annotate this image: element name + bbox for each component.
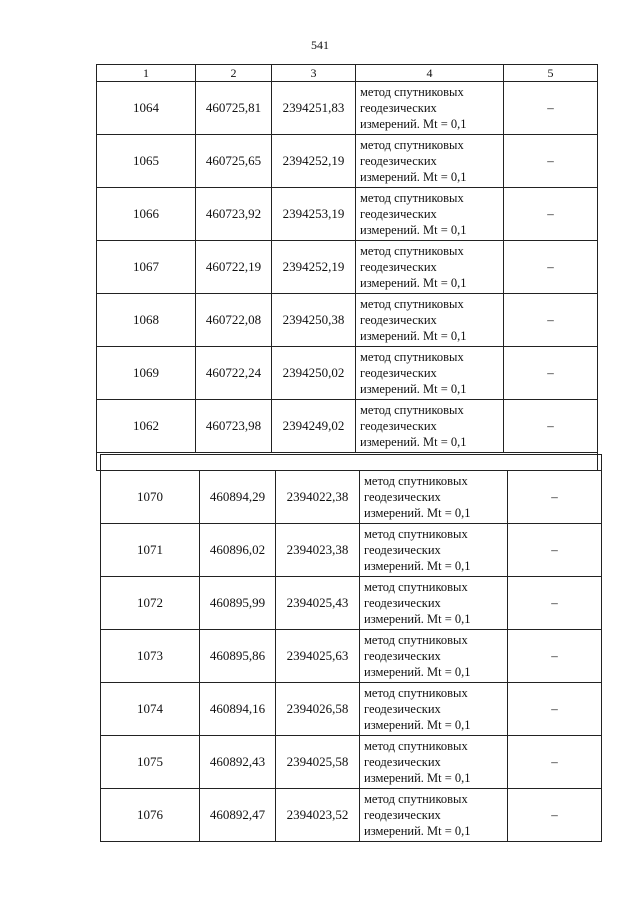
x-coordinate-cell: 460722,19 xyxy=(196,241,272,294)
method-cell xyxy=(356,82,504,135)
note-cell: – xyxy=(508,471,602,524)
point-number-cell: 1072 xyxy=(101,577,200,630)
method-line: измерений. Mt = 0,1 xyxy=(364,612,471,626)
coordinates-table-top xyxy=(96,64,598,471)
method-line: измерений. Mt = 0,1 xyxy=(364,771,471,785)
x-coordinate-cell: 460892,43 xyxy=(200,736,276,789)
table-row xyxy=(97,188,598,241)
x-coordinate-cell: 460894,16 xyxy=(200,683,276,736)
method-line: геодезических xyxy=(364,596,441,610)
method-line: метод спутниковых xyxy=(364,527,468,541)
page-number: 541 xyxy=(311,38,329,52)
point-number-cell: 1062 xyxy=(97,400,196,453)
x-coordinate-cell: 460895,99 xyxy=(200,577,276,630)
method-line: геодезических xyxy=(360,313,437,327)
note-cell: – xyxy=(508,789,602,842)
column-header: 1 xyxy=(97,65,196,82)
x-coordinate-cell: 460722,24 xyxy=(196,347,272,400)
point-number-cell: 1065 xyxy=(97,135,196,188)
method-cell xyxy=(360,524,508,577)
note-cell: – xyxy=(508,577,602,630)
method-line: метод спутниковых xyxy=(364,792,468,806)
note-cell: – xyxy=(508,736,602,789)
y-coordinate-cell: 2394022,38 xyxy=(276,471,360,524)
method-line: метод спутниковых xyxy=(360,350,464,364)
x-coordinate-cell: 460722,08 xyxy=(196,294,272,347)
table-row xyxy=(97,294,598,347)
y-coordinate-cell: 2394025,43 xyxy=(276,577,360,630)
method-cell xyxy=(360,683,508,736)
y-coordinate-cell: 2394025,63 xyxy=(276,630,360,683)
x-coordinate-cell: 460723,92 xyxy=(196,188,272,241)
y-coordinate-cell: 2394251,83 xyxy=(272,82,356,135)
method-line: геодезических xyxy=(360,154,437,168)
y-coordinate-cell: 2394250,02 xyxy=(272,347,356,400)
point-number-cell: 1071 xyxy=(101,524,200,577)
note-cell: – xyxy=(508,630,602,683)
method-line: метод спутниковых xyxy=(360,191,464,205)
column-header: 2 xyxy=(196,65,272,82)
method-cell xyxy=(360,630,508,683)
note-cell: – xyxy=(504,82,598,135)
method-line: геодезических xyxy=(360,207,437,221)
table-row xyxy=(97,82,598,135)
method-cell xyxy=(356,294,504,347)
point-number-cell: 1074 xyxy=(101,683,200,736)
method-line: геодезических xyxy=(360,101,437,115)
method-line: измерений. Mt = 0,1 xyxy=(360,435,467,449)
y-coordinate-cell: 2394025,58 xyxy=(276,736,360,789)
method-line: метод спутниковых xyxy=(360,138,464,152)
method-line: измерений. Mt = 0,1 xyxy=(360,223,467,237)
point-number-cell: 1073 xyxy=(101,630,200,683)
method-line: геодезических xyxy=(364,543,441,557)
point-number-cell: 1075 xyxy=(101,736,200,789)
table-row xyxy=(101,471,602,524)
y-coordinate-cell: 2394250,38 xyxy=(272,294,356,347)
method-line: метод спутниковых xyxy=(364,686,468,700)
note-cell: – xyxy=(504,400,598,453)
method-line: измерений. Mt = 0,1 xyxy=(364,718,471,732)
note-cell: – xyxy=(504,188,598,241)
point-number-cell: 1076 xyxy=(101,789,200,842)
x-coordinate-cell: 460892,47 xyxy=(200,789,276,842)
table-row xyxy=(97,135,598,188)
method-cell xyxy=(356,400,504,453)
spacer-row xyxy=(101,455,602,471)
method-line: измерений. Mt = 0,1 xyxy=(364,665,471,679)
y-coordinate-cell: 2394252,19 xyxy=(272,241,356,294)
note-cell: – xyxy=(508,683,602,736)
method-line: геодезических xyxy=(360,366,437,380)
column-header: 5 xyxy=(504,65,598,82)
method-line: геодезических xyxy=(364,755,441,769)
method-line: геодезических xyxy=(364,649,441,663)
y-coordinate-cell: 2394253,19 xyxy=(272,188,356,241)
table-row xyxy=(101,736,602,789)
method-line: геодезических xyxy=(360,260,437,274)
table-row xyxy=(101,630,602,683)
method-line: измерений. Mt = 0,1 xyxy=(364,824,471,838)
y-coordinate-cell: 2394023,38 xyxy=(276,524,360,577)
column-header: 3 xyxy=(272,65,356,82)
method-cell xyxy=(356,188,504,241)
method-cell xyxy=(356,135,504,188)
method-line: метод спутниковых xyxy=(364,580,468,594)
point-number-cell: 1068 xyxy=(97,294,196,347)
note-cell: – xyxy=(508,524,602,577)
method-line: метод спутниковых xyxy=(360,403,464,417)
table-row xyxy=(101,789,602,842)
method-line: метод спутниковых xyxy=(360,85,464,99)
spacer-cell xyxy=(101,455,602,471)
point-number-cell: 1064 xyxy=(97,82,196,135)
method-line: измерений. Mt = 0,1 xyxy=(360,276,467,290)
method-cell xyxy=(360,577,508,630)
method-line: метод спутниковых xyxy=(360,297,464,311)
method-line: геодезических xyxy=(364,808,441,822)
table-row xyxy=(97,347,598,400)
point-number-cell: 1066 xyxy=(97,188,196,241)
y-coordinate-cell: 2394023,52 xyxy=(276,789,360,842)
table-row xyxy=(101,577,602,630)
point-number-cell: 1070 xyxy=(101,471,200,524)
x-coordinate-cell: 460894,29 xyxy=(200,471,276,524)
y-coordinate-cell: 2394249,02 xyxy=(272,400,356,453)
method-cell xyxy=(356,241,504,294)
method-line: измерений. Mt = 0,1 xyxy=(360,329,467,343)
method-line: метод спутниковых xyxy=(364,739,468,753)
x-coordinate-cell: 460725,81 xyxy=(196,82,272,135)
point-number-cell: 1069 xyxy=(97,347,196,400)
method-line: измерений. Mt = 0,1 xyxy=(364,506,471,520)
note-cell: – xyxy=(504,241,598,294)
method-line: геодезических xyxy=(364,490,441,504)
x-coordinate-cell: 460895,86 xyxy=(200,630,276,683)
method-line: измерений. Mt = 0,1 xyxy=(360,382,467,396)
x-coordinate-cell: 460896,02 xyxy=(200,524,276,577)
method-line: геодезических xyxy=(360,419,437,433)
method-line: геодезических xyxy=(364,702,441,716)
method-line: метод спутниковых xyxy=(364,633,468,647)
column-header: 4 xyxy=(356,65,504,82)
method-line: измерений. Mt = 0,1 xyxy=(360,170,467,184)
y-coordinate-cell: 2394026,58 xyxy=(276,683,360,736)
note-cell: – xyxy=(504,294,598,347)
header-row xyxy=(97,65,598,82)
x-coordinate-cell: 460723,98 xyxy=(196,400,272,453)
method-cell xyxy=(360,736,508,789)
method-cell xyxy=(360,471,508,524)
table-row xyxy=(97,400,598,453)
coordinates-table-bottom xyxy=(100,454,602,842)
method-cell xyxy=(360,789,508,842)
method-line: метод спутниковых xyxy=(360,244,464,258)
method-line: измерений. Mt = 0,1 xyxy=(364,559,471,573)
x-coordinate-cell: 460725,65 xyxy=(196,135,272,188)
note-cell: – xyxy=(504,135,598,188)
note-cell: – xyxy=(504,347,598,400)
point-number-cell: 1067 xyxy=(97,241,196,294)
y-coordinate-cell: 2394252,19 xyxy=(272,135,356,188)
table-row xyxy=(101,683,602,736)
method-line: метод спутниковых xyxy=(364,474,468,488)
table-row xyxy=(101,524,602,577)
table-row xyxy=(97,241,598,294)
method-cell xyxy=(356,347,504,400)
method-line: измерений. Mt = 0,1 xyxy=(360,117,467,131)
